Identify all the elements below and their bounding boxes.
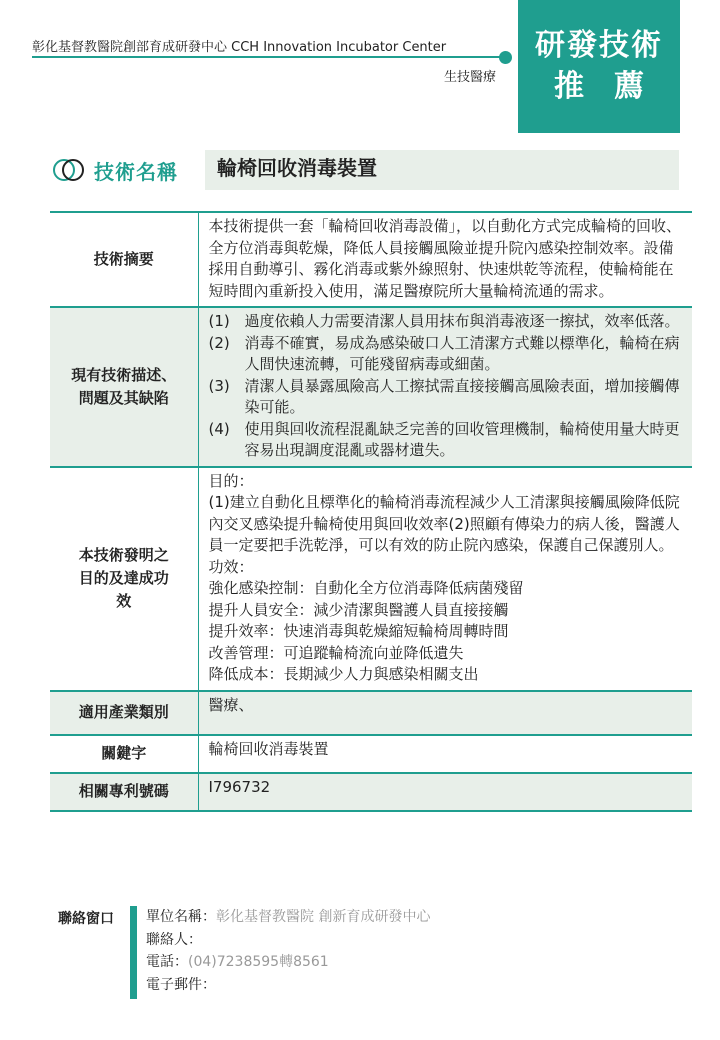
purpose-label xyxy=(50,467,198,691)
list-item xyxy=(209,333,689,376)
list-item xyxy=(209,376,689,419)
purpose-line: 改善管理：可追蹤輪椅流向並降低遺失 xyxy=(208,643,464,662)
contact-email xyxy=(146,974,430,997)
purpose-label-line-1: 本技術發明之 xyxy=(78,546,169,564)
list-number: (4) xyxy=(208,419,230,438)
contact-section xyxy=(58,906,430,999)
purpose-label-line-3: 效 xyxy=(116,592,132,610)
list-item xyxy=(209,419,689,462)
contact-phone xyxy=(146,951,430,974)
rings-icon xyxy=(52,157,90,183)
list-text: 消毒不確實，易成為感染破口人工清潔方式難以標準化，輪椅在病人間快速流轉，可能殘留病毒或細菌。 xyxy=(244,333,680,373)
contact-unit xyxy=(146,906,430,929)
keyword-value: 輪椅回收消毒裝置 xyxy=(198,735,692,773)
contact-label: 聯絡窗口 xyxy=(58,911,114,927)
list-text: 使用與回收流程混亂缺乏完善的回收管理機制，輪椅使用量大時更容易出現調度混亂或器材遺失。 xyxy=(244,419,680,459)
recommend-badge xyxy=(518,0,680,133)
category-label: 生技醫療 xyxy=(443,70,496,85)
email-label: 電子郵件： xyxy=(146,976,216,993)
list-item xyxy=(209,311,689,333)
list-number: (2) xyxy=(208,333,230,352)
org-header: 彰化基督教醫院創部育成研發中心 CCH Innovation Incubator Center xyxy=(32,40,447,55)
table-row xyxy=(50,307,692,467)
header-divider xyxy=(32,56,506,58)
person-label: 聯絡人： xyxy=(146,931,202,948)
list-text: 清潔人員暴露風險高人工擦拭需直接接觸高風險表面，增加接觸傳染可能。 xyxy=(244,376,680,416)
purpose-line: (1)建立自動化且標準化的輪椅消毒流程減少人工清潔與接觸風險降低院內交叉感染提升輪椅使用與回收效率(2)照顧有傳染力的病人後，醫護人員一定要把手洗乾淨，可以有效的防止院內感染，保護自己保護別人。 xyxy=(208,493,680,554)
unit-value: 彰化基督教醫院 創新育成研發中心 xyxy=(216,909,431,925)
problems-label xyxy=(50,307,198,467)
table-row xyxy=(50,691,692,735)
industry-value: 醫療、 xyxy=(198,691,692,735)
info-table xyxy=(50,211,692,812)
purpose-line: 提升人員安全：減少清潔與醫護人員直接接觸 xyxy=(208,600,509,619)
industry-label: 適用產業類別 xyxy=(50,691,198,735)
problems-list xyxy=(198,307,692,467)
purpose-line: 強化感染控制：自動化全方位消毒降低病菌殘留 xyxy=(208,579,524,597)
summary-text: 本技術提供一套「輪椅回收消毒設備」，以自動化方式完成輪椅的回收、全方位消毒與乾燥，降低人員接觸風險並提升院內感染控制效率。設備採用自動導引、霧化消毒或紫外線照射、快速烘乾等流程，使輪椅能在短時間內重新投入使用，滿足醫療院所大量輪椅流通的需求。 xyxy=(198,212,692,307)
badge-line-1: 研發技術 xyxy=(535,27,663,63)
problems-label-line-2: 問題及其缺陷 xyxy=(78,388,169,407)
header-dot-icon xyxy=(499,51,512,64)
purpose-line: 提升效率：快速消毒與乾燥縮短輪椅周轉時間 xyxy=(208,622,509,640)
table-row xyxy=(50,735,692,773)
list-number: (1) xyxy=(208,312,230,330)
unit-label: 單位名稱： xyxy=(146,909,216,925)
purpose-line: 功效： xyxy=(208,557,254,576)
purpose-text xyxy=(198,467,692,691)
table-row xyxy=(50,467,692,691)
list-text: 過度依賴人力需要清潔人員用抹布與消毒液逐一擦拭，效率低落。 xyxy=(244,312,680,330)
phone-label: 電話： xyxy=(146,954,188,970)
purpose-line: 降低成本：長期減少人力與感染相關支出 xyxy=(208,665,479,683)
badge-line-2: 推薦 xyxy=(554,68,674,104)
patent-value: I796732 xyxy=(198,773,692,811)
summary-label: 技術摘要 xyxy=(50,212,198,307)
patent-label: 相關專利號碼 xyxy=(50,773,198,811)
contact-details xyxy=(146,906,430,999)
list-number: (3) xyxy=(208,376,230,395)
purpose-label-line-2: 目的及達成功 xyxy=(78,569,169,587)
purpose-line: 目的： xyxy=(208,471,254,490)
tech-name-label: 技術名稱 xyxy=(94,159,178,184)
table-row xyxy=(50,773,692,811)
contact-bar xyxy=(130,906,137,999)
keyword-label: 關鍵字 xyxy=(50,735,198,773)
tech-label-row xyxy=(52,150,178,190)
table-row xyxy=(50,212,692,307)
problems-label-line-1: 現有技術描述、 xyxy=(71,365,177,384)
contact-person xyxy=(146,929,430,952)
tech-name: 輪椅回收消毒裝置 xyxy=(205,150,679,190)
phone-value: (04)7238595轉8561 xyxy=(188,954,329,970)
